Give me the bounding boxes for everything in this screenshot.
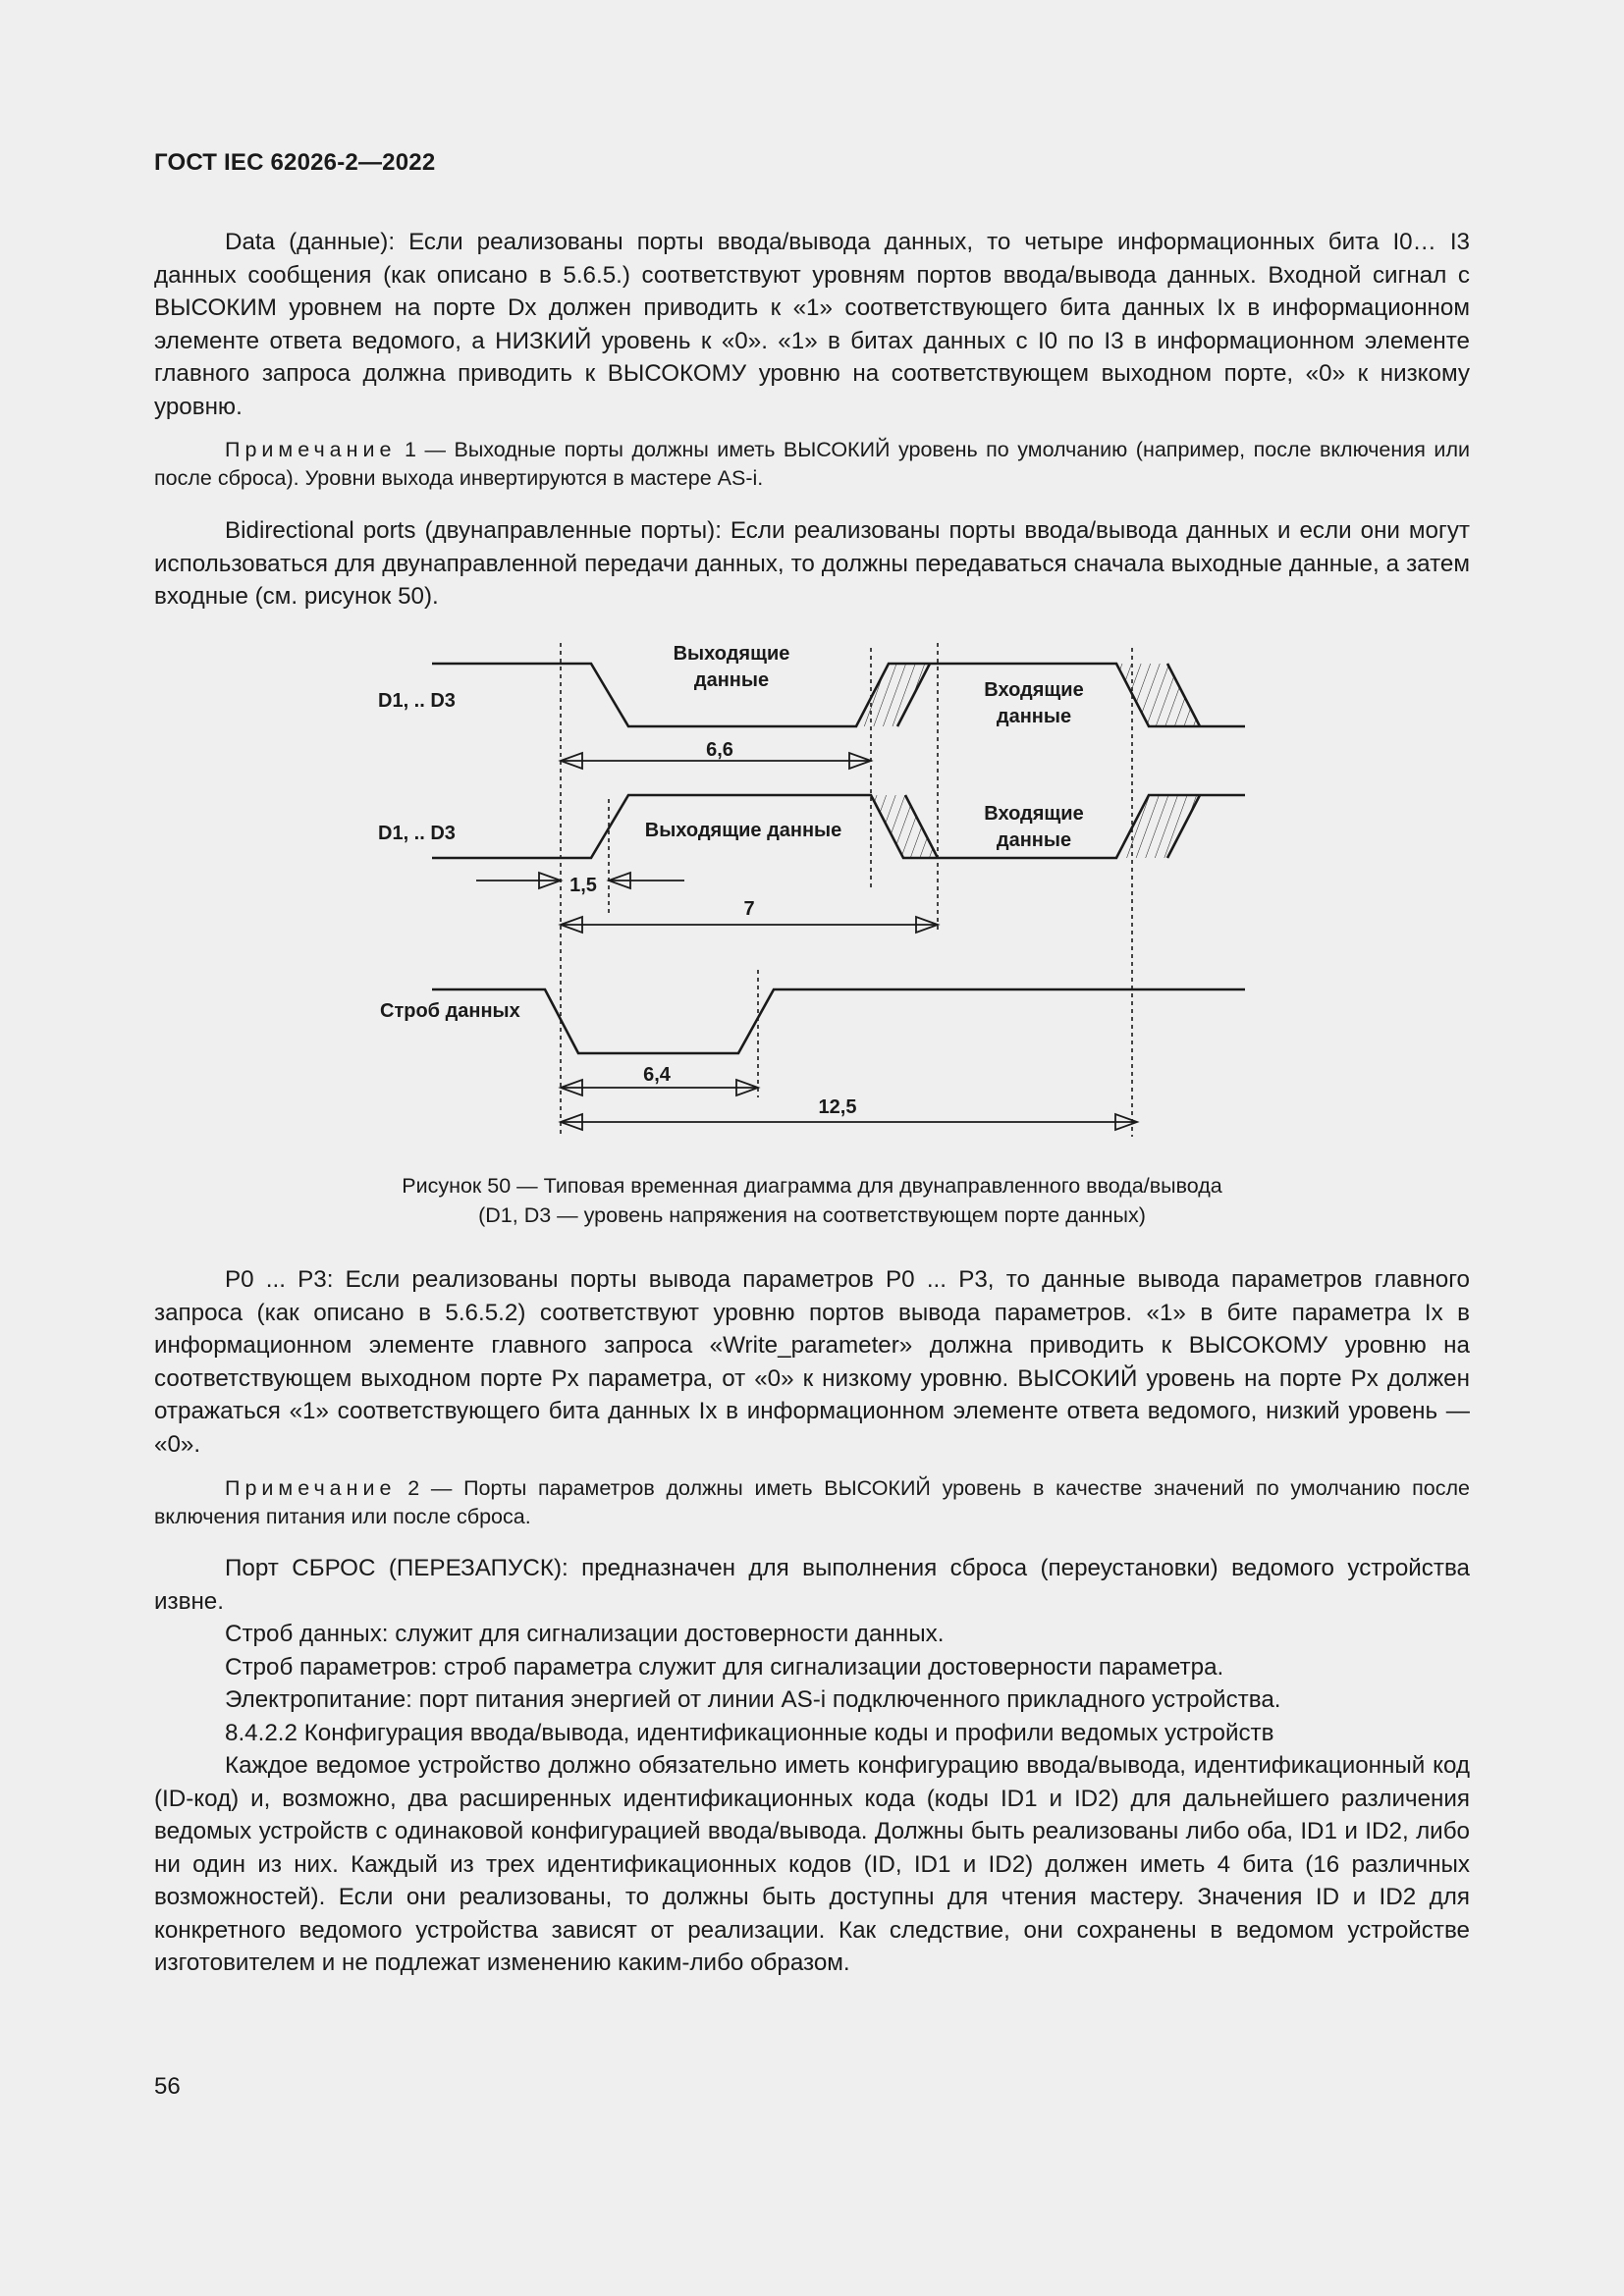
paragraph-reset: Порт СБРОС (ПЕРЕЗАПУСК): предназначен для выполнения сброса (переустановки) ведомого устройства извне. — [154, 1555, 1470, 1615]
note-2-text: 2 — Порты параметров должны иметь ВЫСОКИЙ уровень в качестве значений по умолчанию после включения питания или после сброса. — [154, 1476, 1470, 1528]
row1-outgoing-label-1: Выходящие — [673, 643, 790, 665]
paragraph-strobe-param: Строб параметров: строб параметра служит для сигнализации достоверности параметра. — [225, 1653, 1224, 1681]
row1-incoming-label-2: данные — [996, 706, 1072, 727]
dimension-12-5-label: 12,5 — [818, 1096, 857, 1118]
figure-caption — [154, 1171, 1470, 1230]
note-2-label: Примечание — [225, 1476, 397, 1500]
row1-waveform — [432, 664, 1245, 726]
row2-incoming-label-2: данные — [996, 829, 1072, 851]
note-2 — [154, 1474, 1470, 1531]
dimension-6-4-label: 6,4 — [643, 1064, 671, 1086]
figure-caption-line-2: (D1, D3 — уровень напряжения на соответствующем порте данных) — [478, 1203, 1146, 1227]
section-heading: 8.4.2.2 Конфигурация ввода/вывода, идентификационные коды и профили ведомых устройств — [225, 1719, 1274, 1746]
paragraph-ports — [154, 1552, 1470, 1980]
row2-label: D1, .. D3 — [378, 823, 456, 844]
figure-caption-line-1: Рисунок 50 — Типовая временная диаграмма для двунаправленного ввода/вывода — [402, 1174, 1222, 1198]
row3-label: Строб данных — [380, 1000, 520, 1022]
row1-outgoing-label-2: данные — [693, 669, 770, 691]
document-header: ГОСТ IEC 62026-2—2022 — [154, 149, 436, 176]
paragraph-config: Каждое ведомое устройство должно обязательно иметь конфигурацию ввода/вывода, идентификационный код (ID-код) и, возможно, два расширенных идентификационных кода (коды ID1 и ID2) для дальнейшего различения ведомых устройств с одинаковой конфигурацией ввода/вывода. Должны быть реализованы либо оба, ID1 и ID2, либо ни один из них. Каждый из трех идентификационных кодов (ID, ID1 и ID2) должен иметь 4 бита (16 различных возможностей). Если они реализованы, то должны быть доступны для чтения мастеру. Значения ID и ID2 для конкретного ведомого устройства зависят от реализации. Как следствие, они сохранены в ведомом устройстве изготовителем и не подлежат изменению каким-либо образом. — [154, 1752, 1470, 1976]
row1-label: D1, .. D3 — [378, 690, 456, 712]
row3-waveform — [432, 989, 1245, 1053]
paragraph-bidirectional-text: Bidirectional ports (двунаправленные порты): Если реализованы порты ввода/вывода данных и если они могут использоваться для двунаправленной передачи данных, то должны передаваться сначала выходные данные, а затем входные (см. рисунок 50). — [154, 517, 1470, 610]
paragraph-p0-p3 — [154, 1263, 1470, 1461]
row2-incoming-label-1: Входящие — [984, 803, 1084, 825]
dimension-7-label: 7 — [743, 898, 755, 920]
dimension-1-5-label: 1,5 — [569, 875, 597, 896]
paragraph-strobe-data: Строб данных: служит для сигнализации достоверности данных. — [225, 1621, 945, 1647]
page-number: 56 — [154, 2073, 181, 2100]
row1-incoming-label-1: Входящие — [984, 679, 1084, 701]
note-1-label: Примечание — [225, 438, 397, 461]
note-1-text: 1 — Выходные порты должны иметь ВЫСОКИЙ уровень по умолчанию (например, после включения или после сброса). Уровни выхода инвертируются в мастере AS-i. — [154, 438, 1470, 490]
row2-outgoing-label: Выходящие данные — [644, 820, 842, 841]
dimension-6-6-label: 6,6 — [706, 739, 733, 761]
paragraph-p0-p3-text: P0 ... P3: Если реализованы порты вывода параметров P0 ... P3, то данные вывода параметров главного запроса (как описано в 5.6.5.2) соответствуют уровню портов вывода параметров. «1» в бите параметра Ix в информационном элементе главного запроса «Write_parameter» должна приводить к ВЫСОКОМУ уровню на соответствующем выходном порте Px параметра, от «0» к низкому уровню. ВЫСОКИЙ уровень на порте Px должен отражаться «1» соответствующего бита данных Ix в информационном элементе ответа ведомого, низкий уровень — «0». — [154, 1266, 1470, 1458]
paragraph-power: Электропитание: порт питания энергией от линии AS-i подключенного прикладного устройства. — [225, 1686, 1281, 1713]
paragraph-data-text: Data (данные): Если реализованы порты ввода/вывода данных, то четыре информационных бита I0… I3 данных сообщения (как описано в 5.6.5.) соответствуют уровням портов ввода/вывода данных. Входной сигнал с ВЫСОКИМ уровнем на порте Dx должен приводить к «1» соответствующего бита данных Ix в информационном элементе ответа ведомого, а НИЗКИЙ уровень к «0». «1» в битах данных с I0 по I3 в информационном элементе главного запроса должна приводить к ВЫСОКОМУ уровню на соответствующем выходном порте, «0» к низкому уровню. — [154, 229, 1470, 420]
